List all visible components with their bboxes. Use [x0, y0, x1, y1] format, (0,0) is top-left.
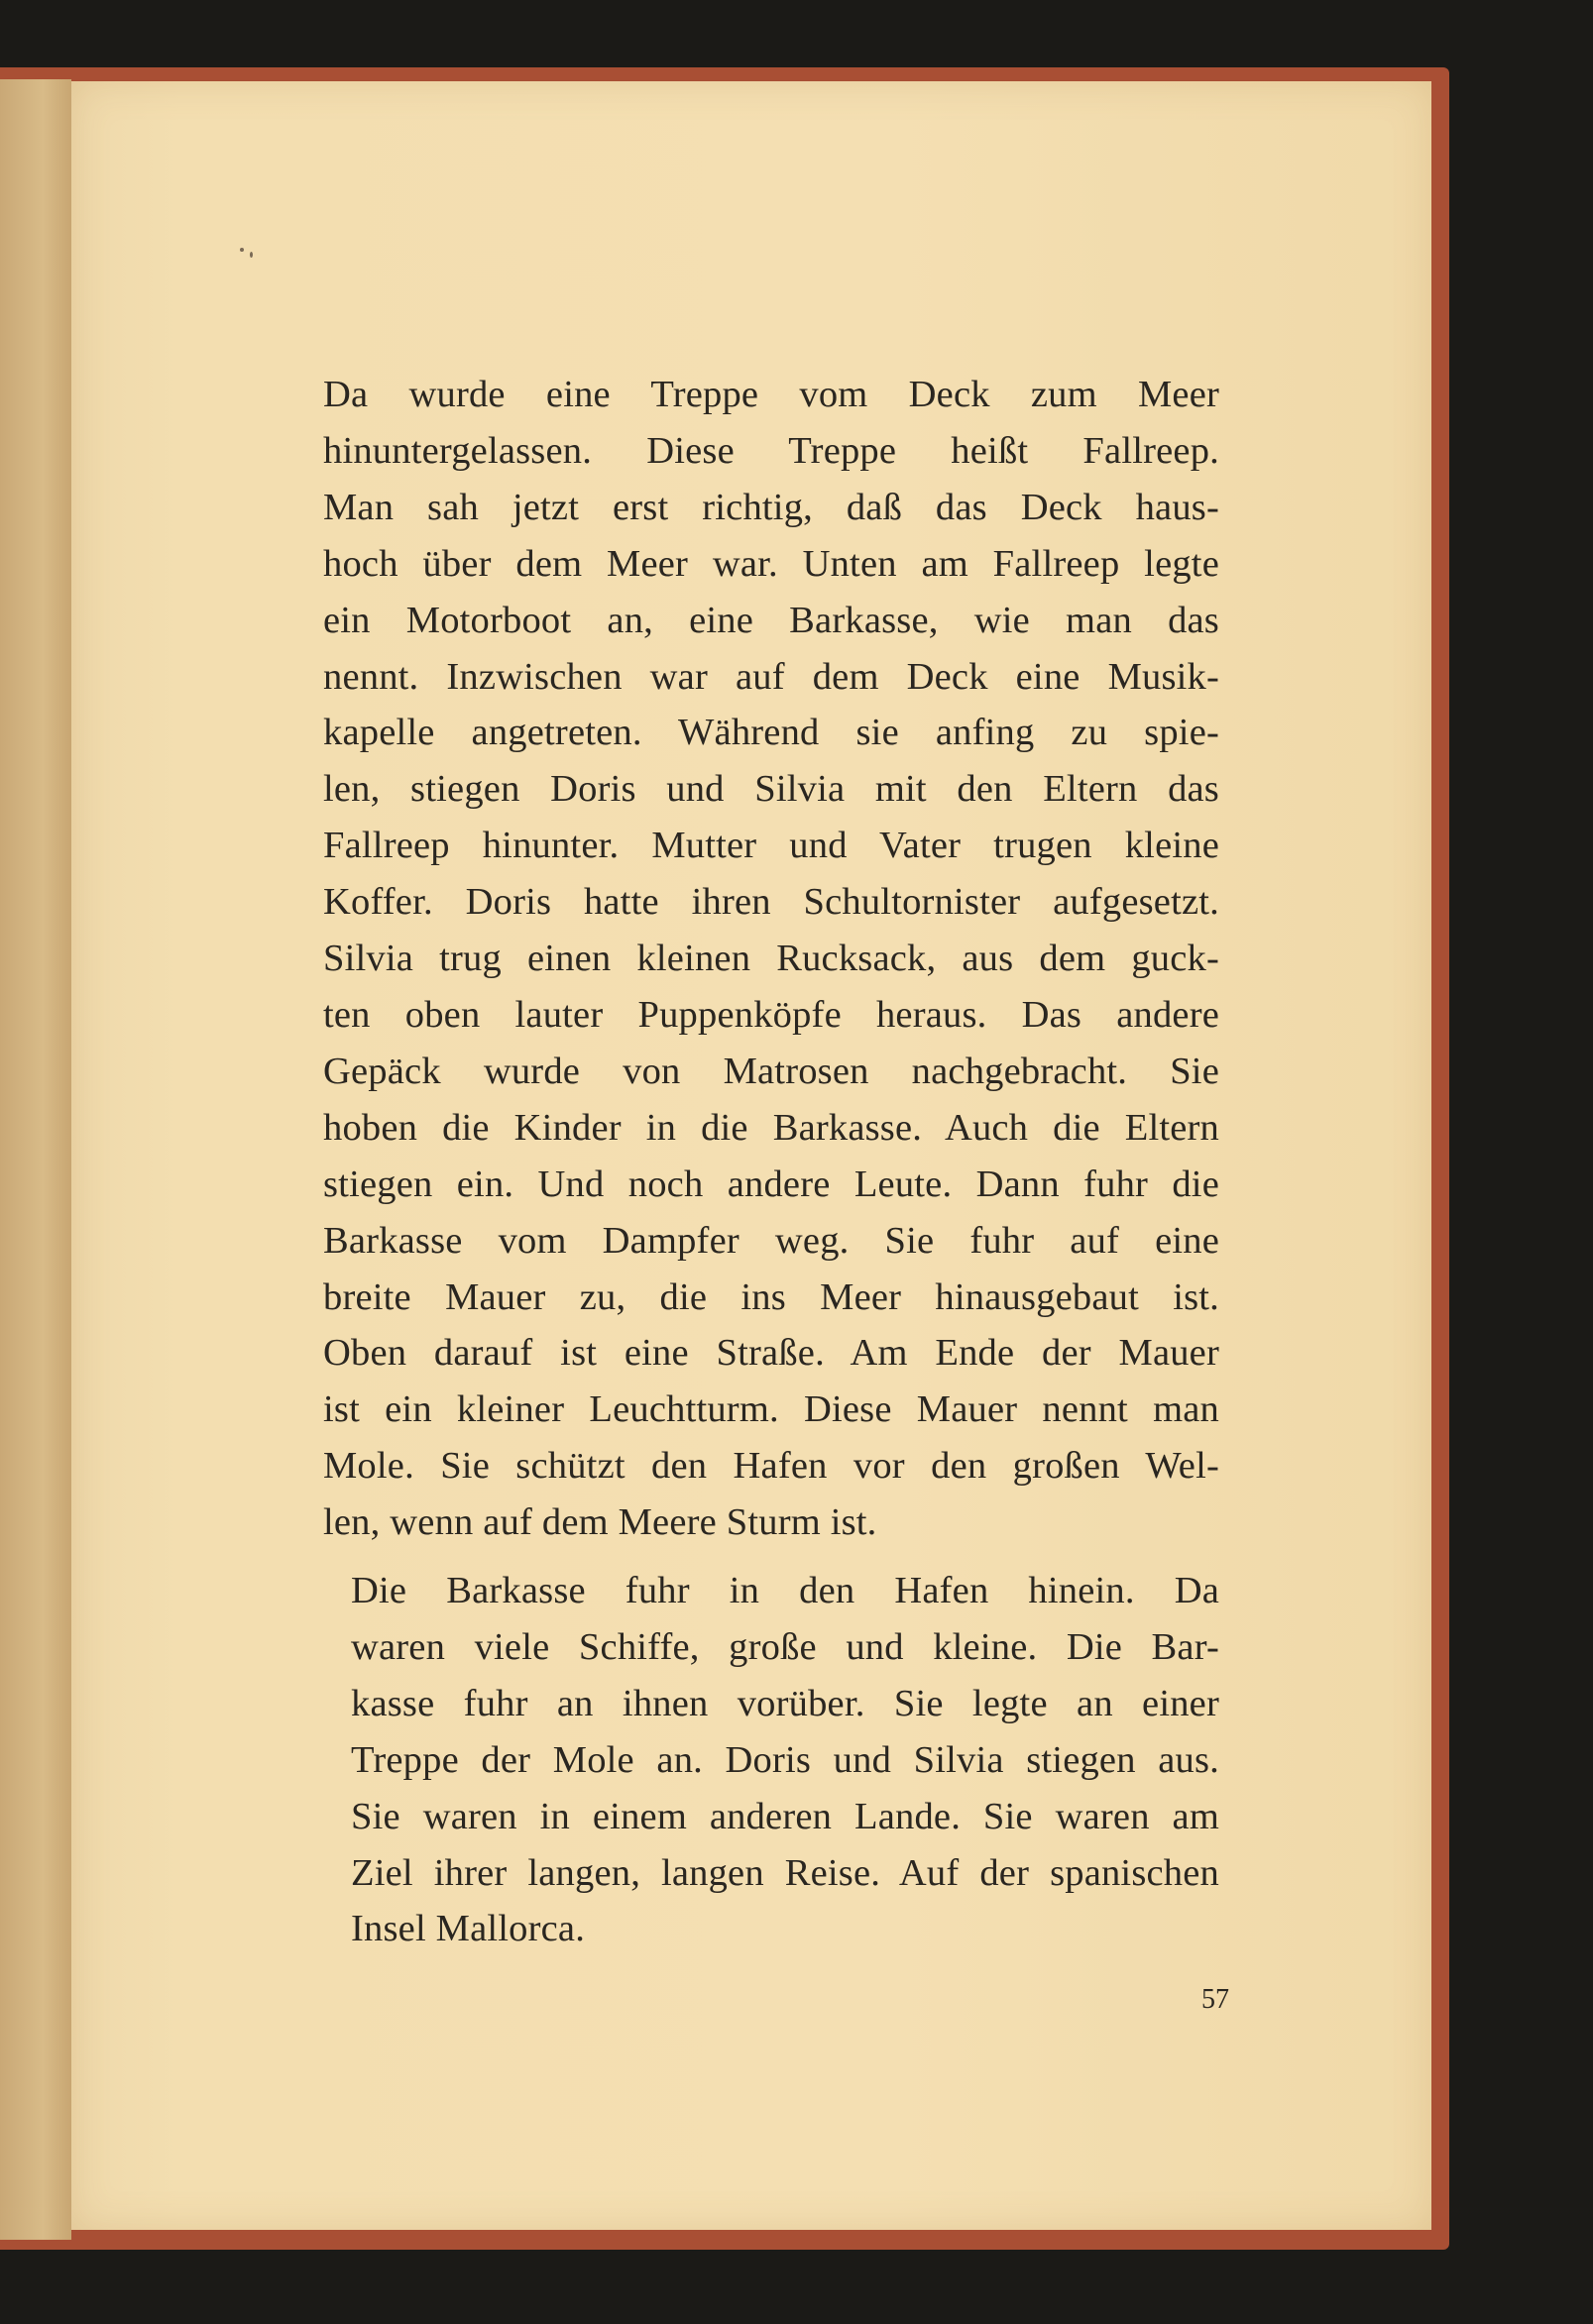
book-gutter — [0, 79, 71, 2240]
text-line: hinuntergelassen. Diese Treppe heißt Fallreep. — [323, 429, 1219, 472]
text-line: stiegen ein. Und noch andere Leute. Dann fuhr die — [323, 1162, 1219, 1205]
paper-speck — [240, 248, 244, 252]
text-line: hoch über dem Meer war. Unten am Fallreep legte — [323, 542, 1219, 585]
text-line: Ziel ihrer langen, langen Reise. Auf der spanischen — [351, 1851, 1219, 1894]
text-line: Insel Mallorca. — [351, 1908, 586, 1950]
text-line: kasse fuhr an ihnen vorüber. Sie legte an einer — [351, 1682, 1219, 1724]
text-line: ist ein kleiner Leuchtturm. Diese Mauer nennt man — [323, 1388, 1219, 1431]
paragraph-2 — [323, 1563, 1219, 1957]
text-line: Mole. Sie schützt den Hafen vor den großen Wel- — [323, 1445, 1219, 1488]
paragraph-1 — [323, 367, 1219, 1551]
text-line: kapelle angetreten. Während sie anfing zu spie- — [323, 712, 1219, 754]
text-line: ten oben lauter Puppenköpfe heraus. Das andere — [323, 993, 1219, 1036]
text-line: nennt. Inzwischen war auf dem Deck eine Musik- — [323, 655, 1219, 698]
paper-speck — [250, 252, 253, 258]
text-line: len, stiegen Doris und Silvia mit den Eltern das — [323, 768, 1219, 811]
text-line: Die Barkasse fuhr in den Hafen hinein. Da — [351, 1570, 1219, 1612]
text-line: waren viele Schiffe, große und kleine. Die Bar- — [351, 1625, 1219, 1668]
text-line: Da wurde eine Treppe vom Deck zum Meer — [323, 374, 1219, 415]
page-number: 57 — [1201, 1984, 1229, 2015]
text-line: len, wenn auf dem Meere Sturm ist. — [323, 1501, 877, 1544]
text-line: Treppe der Mole an. Doris und Silvia stiegen aus. — [351, 1738, 1219, 1781]
text-line: Silvia trug einen kleinen Rucksack, aus dem guck- — [323, 938, 1219, 980]
text-line: ein Motorboot an, eine Barkasse, wie man das — [323, 599, 1219, 641]
text-line: breite Mauer zu, die ins Meer hinausgebaut ist. — [323, 1275, 1219, 1318]
book-page — [71, 81, 1431, 2230]
text-line: Oben darauf ist eine Straße. Am Ende der Mauer — [323, 1332, 1219, 1375]
text-line: Man sah jetzt erst richtig, daß das Deck haus- — [323, 486, 1219, 528]
text-line: Barkasse vom Dampfer weg. Sie fuhr auf eine — [323, 1219, 1219, 1262]
text-line: hoben die Kinder in die Barkasse. Auch die Eltern — [323, 1106, 1219, 1149]
text-line: Gepäck wurde von Matrosen nachgebracht. Sie — [323, 1050, 1219, 1092]
body-text — [323, 367, 1219, 1957]
text-line: Sie waren in einem anderen Lande. Sie waren am — [351, 1795, 1219, 1837]
text-line: Koffer. Doris hatte ihren Schultornister aufgesetzt. — [323, 881, 1219, 924]
text-line: Fallreep hinunter. Mutter und Vater trugen kleine — [323, 825, 1219, 867]
